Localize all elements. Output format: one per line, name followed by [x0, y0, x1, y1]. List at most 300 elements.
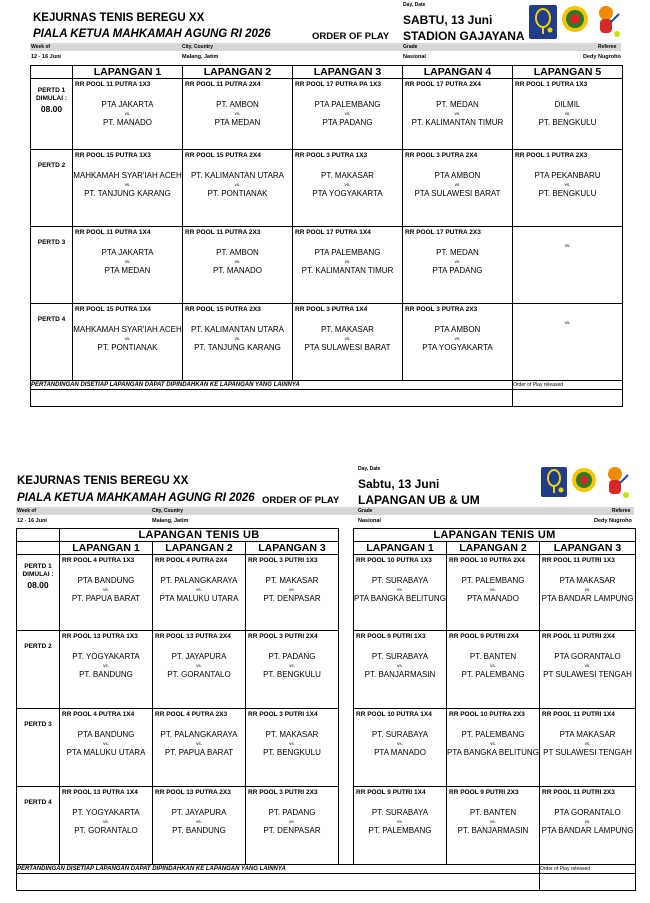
start-label: DIMULAI : — [35, 95, 68, 102]
round-row — [17, 709, 636, 787]
team-a: PTA PALEMBANG — [314, 100, 381, 109]
versus-label: vs. — [124, 259, 131, 264]
match-cell — [447, 787, 540, 865]
team-a: PT. MEDAN — [436, 248, 479, 257]
team-a: PTA MAKASAR — [559, 730, 616, 739]
footer-blank — [540, 874, 636, 891]
match-heading: RR POOL 17 PUTRA 2X4 — [405, 81, 481, 88]
court-1-header: LAPANGAN 1 — [73, 66, 183, 79]
round-row — [31, 79, 623, 150]
referee-label: Referee — [612, 508, 631, 514]
match-cell — [513, 304, 623, 381]
versus-label: vs. — [234, 336, 241, 341]
tournament-title: KEJURNAS TENIS BEREGU XX — [33, 12, 205, 24]
team-b: PTA BANDAR LAMPUNG — [541, 594, 634, 603]
ub-court-3-header: LAPANGAN 3 — [246, 542, 339, 555]
match-cell — [293, 79, 403, 150]
team-b: PTA MANADO — [374, 748, 426, 757]
versus-label: vs. — [103, 587, 109, 592]
match-heading: RR POOL 13 PUTRA 1X3 — [62, 633, 138, 640]
versus-label: vs. — [490, 663, 496, 668]
grade-value: Nasional — [358, 518, 381, 524]
team-b: PTA BANDAR LAMPUNG — [541, 826, 634, 835]
match-heading: RR POOL 13 PUTRA 2X3 — [155, 789, 231, 796]
match-heading: RR POOL 9 PUTRI 2X4 — [449, 633, 519, 640]
team-b: PT. TANJUNG KARANG — [84, 189, 171, 198]
venue-gap — [339, 555, 354, 631]
week-value: 12 - 16 Juni — [17, 518, 47, 524]
grade-label: Grade — [403, 44, 418, 50]
day-date: Sabtu, 13 Juni — [358, 477, 440, 491]
team-a: PT. PALANGKARAYA — [160, 576, 238, 585]
match-cell — [60, 631, 153, 709]
team-b: PTA MEDAN — [104, 266, 151, 275]
team-b: PTA BANGKA BELITUNG — [447, 748, 539, 757]
team-b: PT. KALIMANTAN TIMUR — [301, 266, 394, 275]
versus-label: vs. — [124, 111, 131, 116]
city-value: Malang, Jatim — [152, 518, 189, 524]
grade-value: Nasional — [403, 54, 426, 60]
match-heading: RR POOL 17 PUTRA 1X4 — [295, 229, 371, 236]
team-b: PT. BENGKULU — [538, 118, 597, 127]
versus-label: vs. — [196, 819, 202, 824]
round-label-cell — [17, 555, 60, 631]
info-bar — [30, 43, 621, 51]
corner-cell — [31, 66, 73, 79]
versus-label: vs. — [344, 182, 351, 187]
footer-blank — [513, 390, 623, 407]
match-cell — [447, 631, 540, 709]
team-a: PT. PADANG — [268, 808, 316, 817]
match-cell — [403, 227, 513, 304]
match-cell — [513, 227, 623, 304]
match-heading: RR POOL 3 PUTRI 1X4 — [248, 711, 318, 718]
match-heading: RR POOL 11 PUTRA 1X4 — [75, 229, 151, 236]
match-cell — [183, 79, 293, 150]
match-cell — [354, 709, 447, 787]
versus-label: vs. — [196, 741, 202, 746]
match-heading: RR POOL 10 PUTRA 2X4 — [449, 557, 525, 564]
match-cell — [540, 555, 636, 631]
match-cell — [403, 304, 513, 381]
team-a: PT. SURABAYA — [371, 730, 429, 739]
match-cell — [60, 787, 153, 865]
match-cell — [73, 150, 183, 227]
venue-gap — [339, 529, 354, 542]
versus-label: vs. — [454, 259, 461, 264]
city-label: City, Country — [152, 508, 184, 514]
round-label-cell — [17, 709, 60, 787]
team-a: PT. KALIMANTAN UTARA — [190, 171, 285, 180]
team-a: PT. MAKASAR — [265, 730, 319, 739]
team-b: PTA SULAWESI BARAT — [414, 189, 501, 198]
versus-label: vs. — [490, 587, 496, 592]
versus-label: vs. — [234, 259, 241, 264]
referee-value: Dedy Nugroho — [594, 518, 632, 524]
team-b: PT. GORANTALO — [74, 826, 138, 835]
team-b: PT. KALIMANTAN TIMUR — [411, 118, 504, 127]
versus-label: vs. — [564, 243, 571, 248]
team-b: PT. PALEMBANG — [368, 826, 432, 835]
team-b: PTA MANADO — [467, 594, 519, 603]
match-heading: RR POOL 10 PUTRA 1X3 — [356, 557, 432, 564]
match-cell — [246, 555, 339, 631]
team-b: PTA SULAWESI BARAT — [304, 343, 391, 352]
team-a: PT. PALEMBANG — [461, 730, 525, 739]
match-cell — [540, 787, 636, 865]
team-b: PTA PADANG — [322, 118, 373, 127]
team-a: PT. MAKASAR — [321, 325, 374, 334]
match-heading: RR POOL 11 PUTRA 1X3 — [75, 81, 151, 88]
team-a: PTA JAKARTA — [101, 100, 154, 109]
match-heading: RR POOL 11 PUTRA 2X4 — [185, 81, 261, 88]
versus-label: vs. — [344, 336, 351, 341]
match-heading: RR POOL 3 PUTRI 2X3 — [248, 789, 318, 796]
team-b: PT. DENPASAR — [263, 594, 321, 603]
tournament-subtitle: PIALA KETUA MAHKAMAH AGUNG RI 2026 — [33, 28, 271, 40]
team-b: PT. PAPUA BARAT — [71, 594, 141, 603]
versus-label: vs. — [103, 741, 109, 746]
team-b: PT. BANDUNG — [172, 826, 226, 835]
match-heading: RR POOL 10 PUTRA 1X4 — [356, 711, 432, 718]
tenis-logo-icon — [540, 465, 568, 499]
week-label: Week of — [31, 44, 51, 50]
team-a: PT. PADANG — [268, 652, 316, 661]
round-row — [31, 150, 623, 227]
match-cell — [403, 79, 513, 150]
versus-label: vs. — [196, 587, 202, 592]
team-b: PT SULAWESI TENGAH — [543, 748, 632, 757]
match-cell — [354, 631, 447, 709]
match-cell — [73, 227, 183, 304]
team-b: PT. BENGKULU — [538, 189, 597, 198]
match-cell — [183, 227, 293, 304]
match-heading: RR POOL 1 PUTRA 2X3 — [515, 152, 588, 159]
team-a: PT. MAKASAR — [321, 171, 374, 180]
team-a: PTA PALEMBANG — [314, 248, 381, 257]
match-heading: RR POOL 13 PUTRA 1X4 — [62, 789, 138, 796]
tournament-subtitle: PIALA KETUA MAHKAMAH AGUNG RI 2026 — [17, 492, 255, 504]
venue-gap — [339, 542, 354, 555]
team-b: PTA PADANG — [432, 266, 483, 275]
team-a: PT. JAYAPURA — [171, 808, 227, 817]
versus-label: vs. — [584, 741, 591, 746]
team-b: PT. PONTIANAK — [97, 343, 158, 352]
match-heading: RR POOL 15 PUTRA 1X4 — [75, 306, 151, 313]
team-a: PT. BANTEN — [469, 652, 517, 661]
match-cell — [354, 555, 447, 631]
team-b: PT. TANJUNG KARANG — [194, 343, 281, 352]
match-cell — [153, 787, 246, 865]
match-cell — [540, 709, 636, 787]
round-row — [17, 631, 636, 709]
round-label: PERTD 1 — [37, 87, 66, 94]
team-b: PT. GORANTALO — [167, 670, 231, 679]
mascot-icon — [591, 4, 621, 40]
match-heading: RR POOL 17 PUTRA 2X3 — [405, 229, 481, 236]
team-a: PT. AMBON — [216, 248, 259, 257]
team-a: PT. YOGYAKARTA — [72, 652, 140, 661]
match-heading: RR POOL 3 PUTRA 2X3 — [405, 306, 478, 313]
match-cell — [183, 304, 293, 381]
versus-label: vs. — [234, 111, 241, 116]
team-a: PTA BANDUNG — [77, 576, 135, 585]
team-a: PT. BANTEN — [469, 808, 517, 817]
order-of-play-label: ORDER OF PLAY — [262, 495, 340, 506]
versus-label: vs. — [584, 587, 591, 592]
team-b: PTA MALUKU UTARA — [66, 748, 146, 757]
match-heading: RR POOL 3 PUTRI 1X3 — [248, 557, 318, 564]
start-label: DIMULAI : — [22, 571, 54, 578]
team-a: PT. KALIMANTAN UTARA — [190, 325, 285, 334]
day-date-label: Day, Date — [403, 2, 426, 8]
team-a: PT. SURABAYA — [371, 652, 429, 661]
round-label-cell — [17, 631, 60, 709]
round-label: PERTD 2 — [24, 643, 52, 650]
team-b: PTA YOGYAKARTA — [422, 343, 493, 352]
um-court-2-header: LAPANGAN 2 — [447, 542, 540, 555]
team-a: PTA PEKANBARU — [534, 171, 601, 180]
team-b: PT. PALEMBANG — [461, 670, 525, 679]
team-b: PTA MEDAN — [214, 118, 261, 127]
round-label-cell — [31, 227, 73, 304]
versus-label: vs. — [454, 111, 461, 116]
match-heading: RR POOL 9 PUTRI 1X3 — [356, 633, 426, 640]
round-row — [31, 304, 623, 381]
round-label: PERTD 3 — [37, 239, 66, 246]
team-a: PT. PALANGKARAYA — [160, 730, 238, 739]
team-b: PT. BENGKULU — [263, 748, 321, 757]
round-label-cell — [17, 787, 60, 865]
info-bar — [16, 507, 634, 515]
team-a: PT. MEDAN — [436, 100, 479, 109]
team-a: PT. PALEMBANG — [461, 576, 525, 585]
match-cell — [513, 150, 623, 227]
match-cell — [447, 555, 540, 631]
team-a: MAHKAMAH SYAR'IAH ACEH — [73, 325, 182, 334]
round-row — [17, 555, 636, 631]
team-a: PT. SURABAYA — [371, 576, 429, 585]
match-heading: RR POOL 15 PUTRA 2X3 — [185, 306, 261, 313]
versus-label: vs. — [124, 336, 131, 341]
team-b: PT. BENGKULU — [263, 670, 321, 679]
team-a: PTA MAKASAR — [559, 576, 616, 585]
venue-gap — [339, 787, 354, 865]
match-heading: RR POOL 3 PUTRA 1X4 — [295, 306, 368, 313]
week-value: 12 - 16 Juni — [31, 54, 61, 60]
footer-note: PERTANDINGAN DISETIAP LAPANGAN DAPAT DIPINDAHKAN KE LAPANGAN YANG LAINNYA — [31, 381, 513, 390]
event-emblem-icon — [570, 466, 598, 494]
venue-gap — [339, 631, 354, 709]
match-cell — [293, 150, 403, 227]
versus-label: vs. — [454, 336, 461, 341]
match-cell — [246, 787, 339, 865]
city-label: City, Country — [182, 44, 214, 50]
versus-label: vs. — [454, 182, 461, 187]
round-label: PERTD 2 — [37, 162, 66, 169]
team-b: PT. BANJARMASIN — [364, 670, 436, 679]
match-heading: RR POOL 9 PUTRI 1X4 — [356, 789, 426, 796]
match-cell — [246, 709, 339, 787]
match-cell — [73, 79, 183, 150]
top-order-of-play — [0, 0, 650, 420]
mascot-icon — [600, 465, 630, 501]
match-heading: RR POOL 11 PUTRI 2X3 — [542, 789, 615, 796]
match-cell — [153, 631, 246, 709]
match-heading — [513, 227, 622, 229]
team-a: PTA BANDUNG — [77, 730, 135, 739]
match-heading: RR POOL 11 PUTRI 1X4 — [542, 711, 615, 718]
match-heading: RR POOL 3 PUTRI 2X4 — [248, 633, 318, 640]
versus-label: vs. — [564, 320, 571, 325]
versus-label: vs. — [196, 663, 202, 668]
team-b: PT. PONTIANAK — [207, 189, 268, 198]
versus-label: vs. — [490, 819, 496, 824]
start-time: 08.00 — [40, 104, 63, 114]
versus-label: vs. — [289, 819, 295, 824]
round-row — [17, 787, 636, 865]
round-label: PERTD 4 — [24, 799, 52, 806]
tenis-logo-icon — [528, 3, 558, 41]
court-3-header: LAPANGAN 3 — [293, 66, 403, 79]
match-cell — [293, 227, 403, 304]
match-heading: RR POOL 3 PUTRA 2X4 — [405, 152, 478, 159]
tournament-title: KEJURNAS TENIS BEREGU XX — [17, 475, 189, 487]
round-label: PERTD 4 — [37, 316, 66, 323]
match-cell — [183, 150, 293, 227]
match-cell — [60, 709, 153, 787]
match-cell — [60, 555, 153, 631]
um-court-3-header: LAPANGAN 3 — [540, 542, 636, 555]
ub-court-2-header: LAPANGAN 2 — [153, 542, 246, 555]
versus-label: vs. — [584, 663, 591, 668]
order-released-label: Order of Play released — [540, 865, 636, 874]
bottom-order-of-play — [0, 455, 650, 903]
match-cell — [153, 709, 246, 787]
event-emblem-icon — [560, 4, 590, 34]
day-date: SABTU, 13 Juni — [403, 13, 493, 27]
team-b: PT. PAPUA BARAT — [164, 748, 234, 757]
footer-blank — [31, 390, 513, 407]
start-time: 08.00 — [27, 580, 49, 590]
team-b: PT. MANADO — [213, 266, 262, 275]
versus-label: vs. — [584, 819, 591, 824]
top-schedule-table — [30, 65, 623, 407]
week-label: Week of — [17, 508, 37, 514]
team-a: PTA GORANTALO — [554, 652, 621, 661]
team-b: PT SULAWESI TENGAH — [543, 670, 632, 679]
team-a: PTA JAKARTA — [101, 248, 154, 257]
match-heading: RR POOL 17 PUTRA PA 1X3 — [295, 81, 381, 88]
match-heading: RR POOL 3 PUTRA 1X3 — [295, 152, 368, 159]
round-label: PERTD 1 — [24, 563, 52, 570]
venue-name: LAPANGAN UB & UM — [358, 493, 480, 507]
round-label-cell — [31, 79, 73, 150]
match-cell — [513, 79, 623, 150]
match-cell — [293, 304, 403, 381]
order-released-label: Order of Play released — [513, 381, 623, 390]
match-heading: RR POOL 11 PUTRA 2X3 — [185, 229, 261, 236]
match-heading: RR POOL 11 PUTRI 1X3 — [542, 557, 615, 564]
versus-label: vs. — [289, 741, 295, 746]
match-cell — [403, 150, 513, 227]
venue-um-header: LAPANGAN TENIS UM — [354, 529, 636, 542]
match-heading: RR POOL 1 PUTRA 1X3 — [515, 81, 588, 88]
versus-label: vs. — [103, 819, 109, 824]
team-a: MAHKAMAH SYAR'IAH ACEH — [73, 171, 182, 180]
versus-label: vs. — [397, 663, 403, 668]
versus-label: vs. — [103, 663, 109, 668]
round-row — [31, 227, 623, 304]
versus-label: vs. — [564, 111, 571, 116]
grade-label: Grade — [358, 508, 373, 514]
footer-note: PERTANDINGAN DISETIAP LAPANGAN DAPAT DIPINDAHKAN KE LAPANGAN YANG LAINNYA — [17, 865, 540, 874]
referee-label: Referee — [598, 44, 617, 50]
versus-label: vs. — [234, 182, 241, 187]
versus-label: vs. — [564, 182, 571, 187]
round-label-cell — [31, 150, 73, 227]
team-a: PTA AMBON — [434, 171, 481, 180]
match-heading: RR POOL 4 PUTRA 2X4 — [155, 557, 228, 564]
match-cell — [246, 631, 339, 709]
team-b: PT. MANADO — [103, 118, 152, 127]
versus-label: vs. — [344, 111, 351, 116]
versus-label: vs. — [490, 741, 496, 746]
team-a: PT. MAKASAR — [265, 576, 319, 585]
court-5-header: LAPANGAN 5 — [513, 66, 623, 79]
corner-cell — [17, 529, 60, 542]
match-cell — [153, 555, 246, 631]
city-value: Malang, Jatim — [182, 54, 219, 60]
team-b: PTA YOGYAKARTA — [312, 189, 383, 198]
match-heading: RR POOL 4 PUTRA 1X4 — [62, 711, 135, 718]
team-b: PT. BANDUNG — [79, 670, 133, 679]
referee-value: Dedy Nugroho — [583, 54, 621, 60]
versus-label: vs. — [124, 182, 131, 187]
team-b: PTA BANGKA BELITUNG — [354, 594, 446, 603]
bottom-schedule-table — [16, 528, 636, 891]
versus-label: vs. — [344, 259, 351, 264]
versus-label: vs. — [289, 663, 295, 668]
match-cell — [73, 304, 183, 381]
match-cell — [447, 709, 540, 787]
match-heading: RR POOL 15 PUTRA 2X4 — [185, 152, 261, 159]
versus-label: vs. — [397, 819, 403, 824]
team-a: DILMIL — [554, 100, 581, 109]
team-b: PTA MALUKU UTARA — [159, 594, 239, 603]
match-heading: RR POOL 13 PUTRA 2X4 — [155, 633, 231, 640]
versus-label: vs. — [397, 741, 403, 746]
match-heading — [513, 304, 622, 306]
versus-label: vs. — [397, 587, 403, 592]
round-label-cell — [31, 304, 73, 381]
court-2-header: LAPANGAN 2 — [183, 66, 293, 79]
round-label: PERTD 3 — [24, 721, 52, 728]
venue-ub-header: LAPANGAN TENIS UB — [60, 529, 339, 542]
team-a: PTA GORANTALO — [554, 808, 621, 817]
venue-gap — [339, 709, 354, 787]
order-of-play-label: ORDER OF PLAY — [312, 31, 390, 42]
match-cell — [354, 787, 447, 865]
match-heading: RR POOL 15 PUTRA 1X3 — [75, 152, 151, 159]
match-heading: RR POOL 9 PUTRI 2X3 — [449, 789, 519, 796]
versus-label: vs. — [289, 587, 295, 592]
team-a: PTA AMBON — [434, 325, 481, 334]
match-cell — [540, 631, 636, 709]
team-b: PT. BANJARMASIN — [457, 826, 529, 835]
team-a: PT. SURABAYA — [371, 808, 429, 817]
match-heading: RR POOL 4 PUTRA 1X3 — [62, 557, 135, 564]
